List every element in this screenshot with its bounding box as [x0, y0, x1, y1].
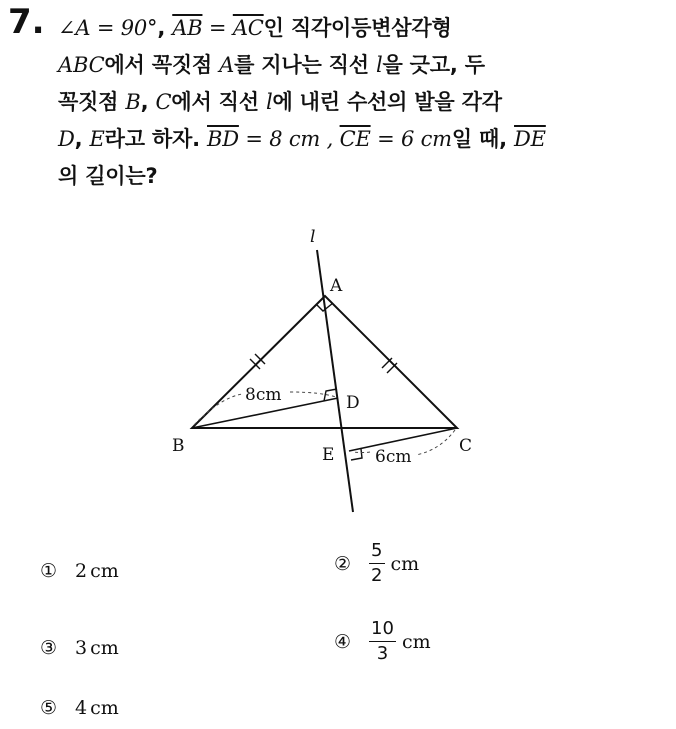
segment-bd: $\overline{BD}$: [207, 127, 239, 151]
stem-line-1: [58, 10, 658, 47]
angle-a: ∠A = 90°: [58, 16, 158, 40]
tick-mark-ab-2: [255, 354, 265, 364]
label-e: E: [322, 445, 335, 465]
stem-comma-3: ,: [140, 90, 156, 114]
stem-line-2: [58, 47, 658, 84]
fraction-10-3: [369, 619, 396, 664]
stem-text-1: 인 직각이등변삼각형: [263, 16, 452, 40]
choice-unit-2: cm: [390, 552, 420, 575]
label-d: D: [346, 393, 360, 413]
tick-mark-ac-1: [382, 358, 392, 368]
stem-line-4: [58, 121, 658, 158]
segment-ab: $\overline{AB}$: [172, 16, 203, 40]
choice-5[interactable]: [40, 697, 119, 719]
stem-line-3: [58, 84, 658, 121]
point-e: E: [89, 127, 105, 151]
stem-sep: ,: [320, 127, 340, 151]
choice-value-1: 2: [75, 560, 88, 582]
segment-ce: $\overline{CE}$: [339, 127, 371, 151]
vertex-b: B: [125, 90, 141, 114]
stem-comma: ,: [157, 16, 166, 40]
stem-comma-4: ,: [74, 127, 90, 151]
choice-unit-1: cm: [90, 560, 119, 582]
line-l: l: [375, 53, 383, 77]
bd-value: = 8 cm: [238, 127, 321, 151]
fraction-numerator: 10: [369, 619, 396, 642]
equals: =: [202, 16, 233, 40]
label-b: B: [172, 436, 185, 456]
fraction-denominator: 3: [376, 643, 389, 664]
choice-4[interactable]: [334, 619, 431, 664]
fraction-5-2: [369, 541, 384, 586]
vertex-c: C: [155, 90, 172, 114]
choice-marker-5: ⑤: [40, 697, 58, 719]
ce-value: = 6 cm: [370, 127, 452, 151]
label-a: A: [330, 276, 343, 296]
choice-marker-1: ①: [40, 560, 58, 582]
label-l: l: [310, 227, 316, 247]
question-number: 7.: [8, 2, 45, 42]
stem-text-2a: 에서 꼭짓점: [104, 53, 220, 77]
triangle-abc: ABC: [58, 53, 105, 77]
choice-value-3: 3: [75, 637, 88, 659]
triangle-abc-shape: [192, 296, 457, 428]
stem-text-3a: 꼭짓점: [58, 90, 126, 114]
choice-2[interactable]: [334, 541, 419, 586]
choice-unit-4: cm: [401, 630, 431, 653]
vertex-a: A: [219, 53, 235, 77]
fraction-numerator: 5: [369, 541, 384, 564]
choice-unit-5: cm: [90, 697, 119, 719]
stem-text-5: 의 길이는?: [58, 164, 158, 188]
fraction-denominator: 2: [371, 565, 383, 586]
choice-value-5: 4: [75, 697, 88, 719]
stem-line-5: [58, 158, 658, 195]
choice-3[interactable]: [40, 637, 119, 659]
choice-unit-3: cm: [90, 637, 119, 659]
choice-marker-4: ④: [334, 630, 352, 653]
segment-de: $\overline{DE}$: [514, 127, 546, 151]
stem-text-4b: 일 때,: [451, 127, 515, 151]
stem-text-3b: 에서 직선: [171, 90, 266, 114]
question-stem: [58, 10, 658, 195]
point-d: D: [58, 127, 75, 151]
choice-1[interactable]: [40, 560, 119, 582]
line-l-2: l: [265, 90, 273, 114]
tick-mark-ac-2: [387, 363, 397, 373]
tick-mark-ab-1: [250, 359, 260, 369]
stem-text-4a: 라고 하자.: [104, 127, 208, 151]
triangle-diagram: [150, 222, 490, 522]
stem-text-2b: 를 지나는 직선: [234, 53, 376, 77]
choice-marker-2: ②: [334, 552, 352, 575]
segment-ac: $\overline{AC}$: [232, 16, 264, 40]
label-bd-length: 8cm: [245, 385, 282, 405]
stem-text-2c: 을 긋고, 두: [382, 53, 485, 77]
label-c: C: [459, 436, 473, 456]
stem-text-3c: 에 내린 수선의 발을 각각: [272, 90, 502, 114]
choice-marker-3: ③: [40, 637, 58, 659]
label-ce-length: 6cm: [375, 447, 412, 467]
